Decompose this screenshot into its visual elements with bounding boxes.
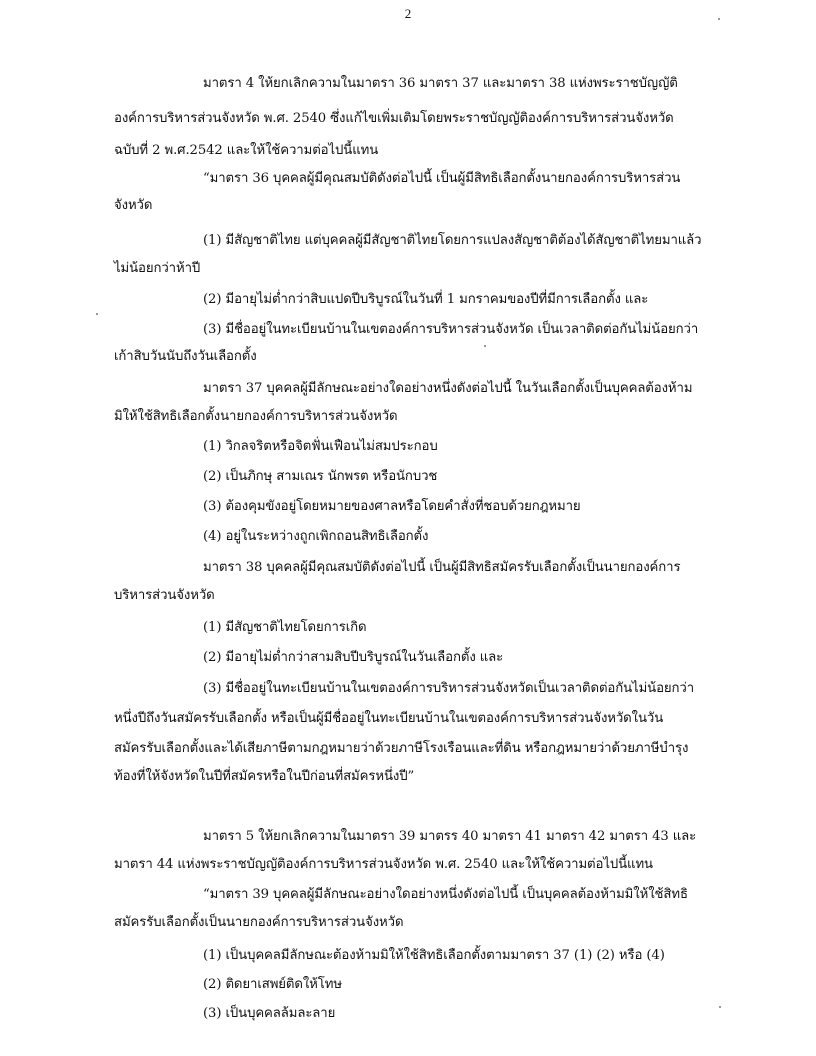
text-line: “มาตรา 39 บุคคลผู้มีลักษณะอย่างใดอย่างหนึ่งดังต่อไปนี้ เป็นบุคคลต้องห้ามมิให้ใช้สิทธิ	[203, 887, 688, 902]
text-line: มาตรา 37 บุคคลผู้มีลักษณะอย่างใดอย่างหนึ่งดังต่อไปนี้ ในวันเลือกตั้งเป็นบุคคลต้องห้าม	[203, 381, 693, 396]
text-line: (2) ติดยาเสพย์ติดให้โทษ	[203, 977, 342, 992]
text-line: (4) อยู่ในระหว่างถูกเพิกถอนสิทธิเลือกตั้ง	[203, 529, 429, 544]
text-line: “มาตรา 36 บุคคลผู้มีคุณสมบัติดังต่อไปนี้ เป็นผู้มีสิทธิเลือกตั้งนายกองค์การบริหารส่วน	[203, 171, 681, 186]
text-line: มาตรา 4 ให้ยกเลิกความในมาตรา 36 มาตรา 37 และมาตรา 38 แห่งพระราชบัญญัติ	[203, 76, 678, 91]
text-line: เก้าสิบวันนับถึงวันเลือกตั้ง	[114, 349, 257, 364]
text-line: (1) เป็นบุคคลมีลักษณะต้องห้ามมิให้ใช้สิทธิเลือกตั้งตามมาตรา 37 (1) (2) หรือ (4)	[203, 948, 665, 963]
page-number: 2	[404, 6, 412, 21]
text-line: หนึ่งปีถึงวันสมัครรับเลือกตั้ง หรือเป็นผู้มีชื่ออยู่ในทะเบียนบ้านในเขตองค์การบริหารส่วนจังหวัดในวัน	[114, 711, 664, 726]
text-line: (3) เป็นบุคคลล้มละลาย	[203, 1006, 336, 1021]
text-line: (2) เป็นภิกษุ สามเณร นักพรต หรือนักบวช	[203, 469, 438, 484]
text-line: (2) มีอายุไม่ต่ำกว่าสิบแปดปีบริบูรณ์ในวันที่ 1 มกราคมของปีที่มีการเลือกตั้ง และ	[203, 292, 649, 307]
text-line: (1) มีสัญชาติไทยโดยการเกิด	[203, 620, 367, 635]
text-line: ไม่น้อยกว่าห้าปี	[114, 261, 201, 276]
scan-speck	[96, 313, 98, 315]
scan-speck	[484, 345, 486, 347]
text-line: มาตรา 44 แห่งพระราชบัญญัติองค์การบริหารส่วนจังหวัด พ.ศ. 2540 และให้ใช้ความต่อไปนี้แทน	[114, 857, 653, 872]
scan-speck	[718, 18, 720, 20]
text-line: (3) ต้องคุมขังอยู่โดยหมายของศาลหรือโดยคำสั่งที่ชอบด้วยกฎหมาย	[203, 499, 581, 514]
text-line: มาตรา 5 ให้ยกเลิกความในมาตรา 39 มาตรร 40 มาตรา 41 มาตรา 42 มาตรา 43 และ	[203, 829, 697, 844]
text-line: สมัครรับเลือกตั้งและได้เสียภาษีตามกฎหมายว่าด้วยภาษีโรงเรือนและที่ดิน หรือกฎหมายว่าด้วยภาษีบำรุง	[114, 741, 689, 756]
text-line: มิให้ใช้สิทธิเลือกตั้งนายกองค์การบริหารส่วนจังหวัด	[114, 409, 398, 424]
text-line: บริหารส่วนจังหวัด	[114, 588, 215, 603]
text-line: ท้องที่ให้จังหวัดในปีที่สมัครหรือในปีก่อนที่สมัครหนึ่งปี”	[114, 769, 415, 784]
text-line: องค์การบริหารส่วนจังหวัด พ.ศ. 2540 ซึ่งแก้ไขเพิ่มเติมโดยพระราชบัญญัติองค์การบริหารส่วนจังหวัด	[114, 111, 674, 126]
scan-speck	[719, 1006, 721, 1008]
text-line: ฉบับที่ 2 พ.ศ.2542 และให้ใช้ความต่อไปนี้แทน	[114, 143, 379, 158]
text-line: มาตรา 38 บุคคลผู้มีคุณสมบัติดังต่อไปนี้ เป็นผู้มีสิทธิสมัครรับเลือกตั้งเป็นนายกองค์การ	[203, 560, 681, 575]
text-line: (3) มีชื่ออยู่ในทะเบียนบ้านในเขตองค์การบริหารส่วนจังหวัดเป็นเวลาติดต่อกันไม่น้อยกว่า	[203, 681, 695, 696]
text-line: สมัครรับเลือกตั้งเป็นนายกองค์การบริหารส่วนจังหวัด	[114, 915, 404, 930]
text-line: (1) มีสัญชาติไทย แต่บุคคลผู้มีสัญชาติไทยโดยการแปลงสัญชาติต้องได้สัญชาติไทยมาแล้ว	[203, 233, 702, 248]
text-line: (1) วิกลจริตหรือจิตฟั่นเฟือนไม่สมประกอบ	[203, 439, 438, 454]
text-line: จังหวัด	[114, 198, 153, 213]
text-line: (2) มีอายุไม่ต่ำกว่าสามสิบปีบริบูรณ์ในวันเลือกตั้ง และ	[203, 650, 504, 665]
text-line: (3) มีชื่ออยู่ในทะเบียนบ้านในเขตองค์การบริหารส่วนจังหวัด เป็นเวลาติดต่อกันไม่น้อยกว่า	[203, 322, 699, 337]
